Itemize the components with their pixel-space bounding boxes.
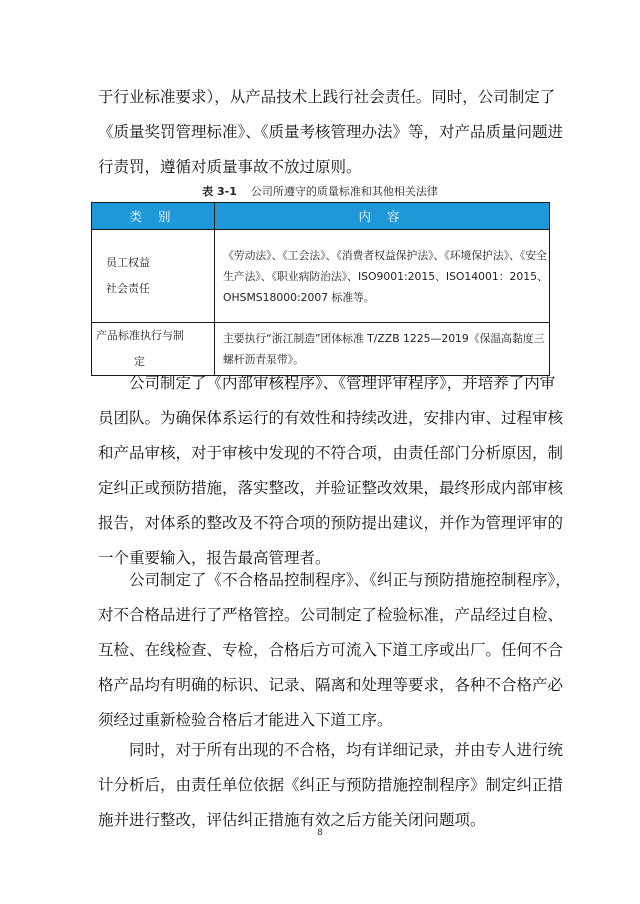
table-caption <box>0 184 640 200</box>
text-line: 格产品均有明确的标识、记录、隔离和处理等要求，各种不合格产必 <box>98 676 564 694</box>
content-line: OHSMS18000:2007 标准等。 <box>223 290 375 304</box>
text-line: 公司制定了《不合格品控制程序》、《纠正与预防措施控制程序》， <box>129 571 571 589</box>
header-content: 内 容 <box>215 203 550 230</box>
table-caption-number: 表 3-1 <box>202 185 237 198</box>
content-line: 生产法》、《职业病防治法》、ISO9001:2015、ISO14001：2015、 <box>223 269 548 283</box>
paragraph-nonconforming <box>98 563 571 738</box>
text-line: 对不合格品进行了严格管控。公司制定了检验标准，产品经过自检、 <box>98 606 564 624</box>
table-cell-content <box>215 230 550 323</box>
standards-table <box>91 202 550 376</box>
text-line: 于行业标准要求），从产品技术上践行社会责任。同时，公司制定了 <box>98 88 556 106</box>
content-line: 螺杆沥青泵带》。 <box>223 353 304 366</box>
text-line: 《质量奖罚管理标准》、《质量考核管理办法》等，对产品质量问题进 <box>98 123 564 141</box>
text-line: 员团队。为确保体系运行的有效性和持续改进，安排内审、过程审核 <box>98 409 564 427</box>
text-line: 定纠正或预防措施，落实整改，并验证整改效果，最终形成内部审核 <box>98 479 564 497</box>
text-line: 公司制定了《内部审核程序》、《管理评审程序》，并培养了内审 <box>129 374 556 392</box>
table-header-row <box>92 203 550 230</box>
text-line: 和产品审核，对于审核中发现的不符合项，由责任部门分析原因，制 <box>98 444 564 462</box>
text-line: 报告，对体系的整改及不符合项的预防提出建议，并作为管理评审的 <box>98 514 564 532</box>
text-line: 计分析后，由责任单位依据《纠正与预防措施控制程序》制定纠正措 <box>98 776 564 794</box>
text-line: 施并进行整改，评估纠正措施有效之后方能关闭问题项。 <box>98 811 486 829</box>
category-line: 产品标准执行与制 <box>96 329 184 342</box>
paragraph-internal-audit <box>98 366 564 576</box>
text-line: 须经过重新检验合格后才能进入下道工序。 <box>98 711 393 729</box>
header-category: 类 别 <box>92 203 215 230</box>
paragraph-corrective <box>98 733 564 838</box>
text-line: 行责罚，遵循对质量事故不放过原则。 <box>98 158 362 176</box>
intro-paragraph <box>98 80 564 185</box>
table-cell-category <box>92 230 215 323</box>
text-line: 一个重要输入，报告最高管理者。 <box>98 549 331 567</box>
content-line: 《劳动法》、《工会法》、《消费者权益保护法》、《环境保护法》、《安全 <box>223 248 547 262</box>
category-line: 员工权益 <box>106 256 150 269</box>
page-number: 8 <box>317 828 323 838</box>
category-line: 社会责任 <box>106 282 150 295</box>
text-line: 互检、在线检查、专检，合格后方可流入下道工序或出厂。任何不合 <box>98 641 564 659</box>
category-line: 定 <box>134 355 145 368</box>
table-caption-title: 公司所遵守的质量标准和其他相关法律 <box>250 185 438 198</box>
table-row <box>92 230 550 323</box>
text-line: 同时，对于所有出现的不合格，均有详细记录，并由专人进行统 <box>129 741 564 759</box>
content-line: 主要执行“浙江制造”团体标准 T/ZZB 1225—2019《保温高黏度三 <box>223 332 545 345</box>
